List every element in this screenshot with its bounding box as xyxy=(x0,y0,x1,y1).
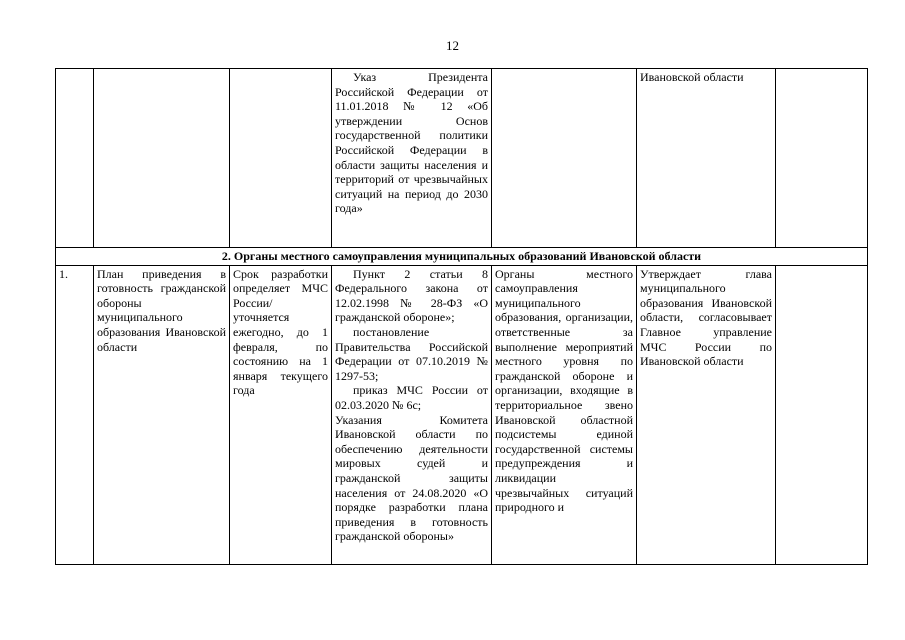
cell-responsible: Органы местного самоуправления муниципального образования, организации, ответственные за выполнение мероприятий местного уровня по гражданской обороне и организации, входящие в территориальное звено Ивановской областной подсистемы единой государственной системы предупреждения и ликвидации чрезвычайных ситуаций природного и xyxy=(492,265,637,564)
cell-legal-basis: Указ Президента Российской Федерации от 11.01.2018 № 12 «Об утверждении Основ государственной политики Российской Федерации в области защиты населения и территорий от чрезвычайных ситуаций на период до 2030 года» xyxy=(332,69,492,248)
legal-basis-paragraph-3: приказ МЧС России от 02.03.2020 № 6с; xyxy=(335,383,488,412)
cell-number: 1. xyxy=(56,265,94,564)
cell-deadline xyxy=(230,69,332,248)
legal-basis-paragraph-1: Пункт 2 статьи 8 Федерального закона от 12.02.1998 № 28-ФЗ «О гражданской обороне»; xyxy=(335,266,488,325)
table-row-item-1 xyxy=(56,265,868,564)
cell-document: План приведения в готовность гражданской обороны муниципального образования Ивановской области xyxy=(94,265,230,564)
cell-approval: Утверждает глава муниципального образования Ивановской области, согласовывает Главное управление МЧС России по Ивановской области xyxy=(637,265,776,564)
section-title: 2. Органы местного самоуправления муниципальных образований Ивановской области xyxy=(56,248,868,266)
cell-document xyxy=(94,69,230,248)
table-row-continuation xyxy=(56,69,868,248)
document-table xyxy=(55,68,868,565)
cell-number xyxy=(56,69,94,248)
section-heading-row xyxy=(56,248,868,266)
cell-responsible xyxy=(492,69,637,248)
cell-note xyxy=(776,265,868,564)
cell-note xyxy=(776,69,868,248)
page-number: 12 xyxy=(446,38,459,53)
cell-legal-basis xyxy=(332,265,492,564)
cell-deadline: Срок разработки определяет МЧС России/ уточняется ежегодно, до 1 февраля, по состоянию на 1 января текущего года xyxy=(230,265,332,564)
cell-approval: Ивановской области xyxy=(637,69,776,248)
legal-basis-paragraph-2: постановление Правительства Российской Федерации от 07.10.2019 № 1297-53; xyxy=(335,324,488,383)
legal-basis-paragraph-4: Указания Комитета Ивановской области по обеспечению деятельности мировых судей и гражданской защиты населения от 24.08.2020 «О порядке разработки плана приведения в готовность гражданской обороны» xyxy=(335,412,488,544)
